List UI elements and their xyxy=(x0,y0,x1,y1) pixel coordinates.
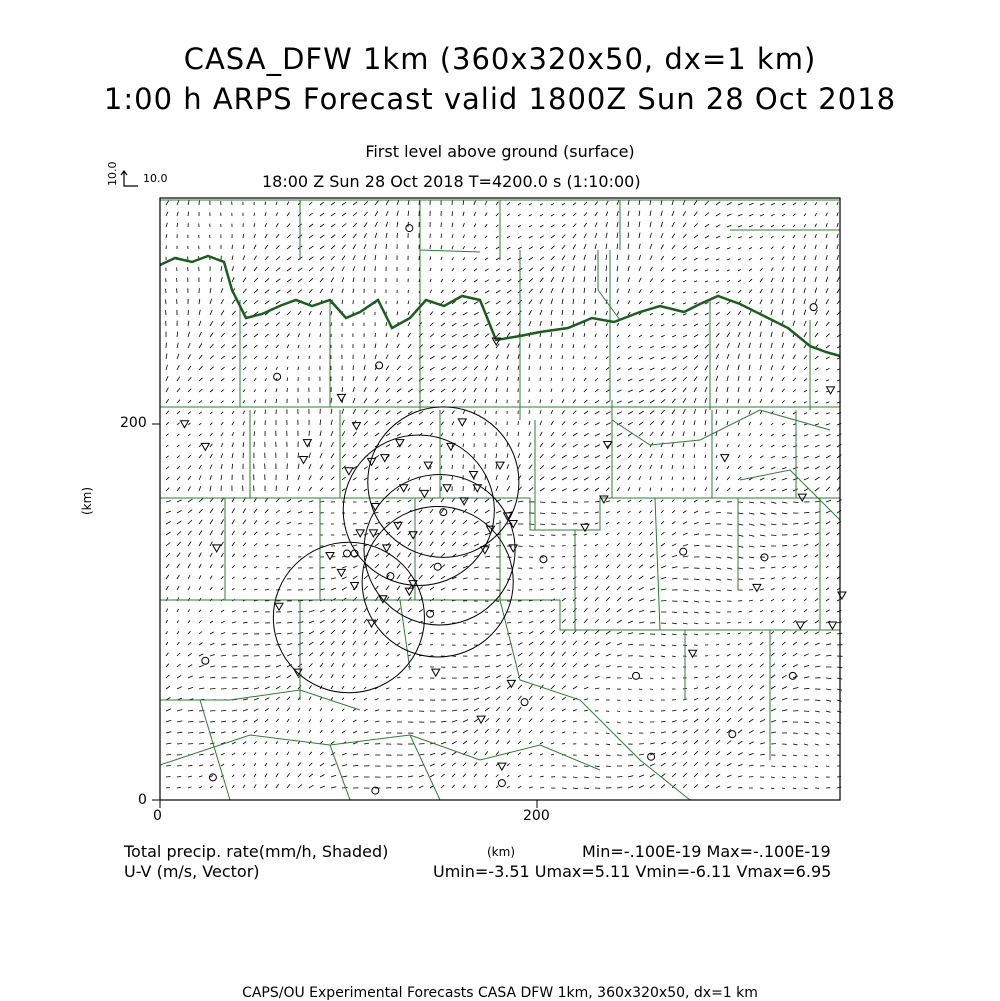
station-circle-icon xyxy=(344,550,351,557)
valid-time-label: 18:00 Z Sun 28 Oct 2018 T=4200.0 s (1:10:00) xyxy=(262,172,641,191)
station-circle-icon xyxy=(498,780,505,787)
station-triangle-icon xyxy=(432,669,440,676)
radar-ring xyxy=(343,435,494,585)
plot-title-line2: 1:00 h ARPS Forecast valid 1800Z Sun 28 Oct 2018 xyxy=(103,82,897,116)
station-circle-icon xyxy=(633,672,640,679)
x-axis-label: (km) xyxy=(487,845,516,859)
x-tick-200: 200 xyxy=(523,808,550,824)
station-triangle-icon xyxy=(369,530,377,537)
radar-ring xyxy=(273,542,424,693)
station-triangle-icon xyxy=(275,603,283,610)
x-tick-0: 0 xyxy=(153,808,162,824)
y-axis-label: (km) xyxy=(80,486,94,515)
station-triangle-icon xyxy=(838,592,846,599)
station-triangle-icon xyxy=(424,462,432,469)
footer-credit: CAPS/OU Experimental Forecasts CASA DFW 1km, 360x320x50, dx=1 km xyxy=(242,985,758,1001)
station-circle-icon xyxy=(729,731,736,738)
station-circle-icon xyxy=(680,548,687,555)
station-circle-icon xyxy=(434,563,441,570)
station-triangle-icon xyxy=(470,472,478,479)
station-triangle-icon xyxy=(396,440,404,447)
station-triangle-icon xyxy=(300,456,308,463)
station-circle-icon xyxy=(406,225,413,232)
wind-vector xyxy=(165,200,842,789)
station-triangle-icon xyxy=(326,552,334,559)
station-triangle-icon xyxy=(496,462,504,469)
station-circle-icon xyxy=(202,657,209,664)
station-triangle-icon xyxy=(443,485,451,492)
station-triangle-icon xyxy=(337,394,345,401)
station-triangle-icon xyxy=(181,421,189,428)
uv-min-max: Umin=-3.51 Umax=5.11 Vmin=-6.11 Vmax=6.95 xyxy=(433,862,832,881)
station-triangle-icon xyxy=(753,584,761,591)
station-triangle-icon xyxy=(400,485,408,492)
plot-title-line1: CASA_DFW 1km (360x320x50, dx=1 km) xyxy=(183,42,817,76)
station-circle-icon xyxy=(521,699,528,706)
level-label: First level above ground (surface) xyxy=(365,142,635,161)
station-triangle-icon xyxy=(201,443,209,450)
y-tick-200: 200 xyxy=(120,415,147,431)
station-triangle-icon xyxy=(345,468,353,475)
station-triangle-icon xyxy=(721,455,729,462)
station-triangle-icon xyxy=(498,763,506,770)
station-triangle-icon xyxy=(458,419,466,426)
station-triangle-icon xyxy=(213,545,221,552)
station-triangle-icon xyxy=(381,455,389,462)
station-triangle-icon xyxy=(507,680,515,687)
station-triangle-icon xyxy=(405,588,413,595)
station-markers xyxy=(181,225,846,794)
station-triangle-icon xyxy=(356,530,364,537)
wind-vector-field xyxy=(165,200,842,789)
station-circle-icon xyxy=(209,774,216,781)
reference-vector-u-label: 10.0 xyxy=(143,172,168,185)
reference-vector-icon xyxy=(121,171,138,186)
station-triangle-icon xyxy=(828,622,836,629)
station-triangle-icon xyxy=(337,569,345,576)
station-circle-icon xyxy=(427,610,434,617)
station-triangle-icon xyxy=(487,526,495,533)
y-tick-0: 0 xyxy=(138,792,147,808)
shaded-field-legend: Total precip. rate(mm/h, Shaded) xyxy=(124,842,389,861)
station-triangle-icon xyxy=(477,716,485,723)
axis-ticks xyxy=(152,424,537,808)
station-circle-icon xyxy=(789,672,796,679)
station-triangle-icon xyxy=(796,622,804,629)
station-triangle-icon xyxy=(827,387,835,394)
station-circle-icon xyxy=(274,373,281,380)
station-triangle-icon xyxy=(447,443,455,450)
reference-vector-v-label: 10.0 xyxy=(106,161,119,186)
station-triangle-icon xyxy=(420,490,428,497)
station-triangle-icon xyxy=(460,498,468,505)
shaded-min-max: Min=-.100E-19 Max=-.100E-19 xyxy=(582,842,831,861)
station-triangle-icon xyxy=(303,440,311,447)
vector-field-legend: U-V (m/s, Vector) xyxy=(124,862,260,881)
station-circle-icon xyxy=(810,304,817,311)
